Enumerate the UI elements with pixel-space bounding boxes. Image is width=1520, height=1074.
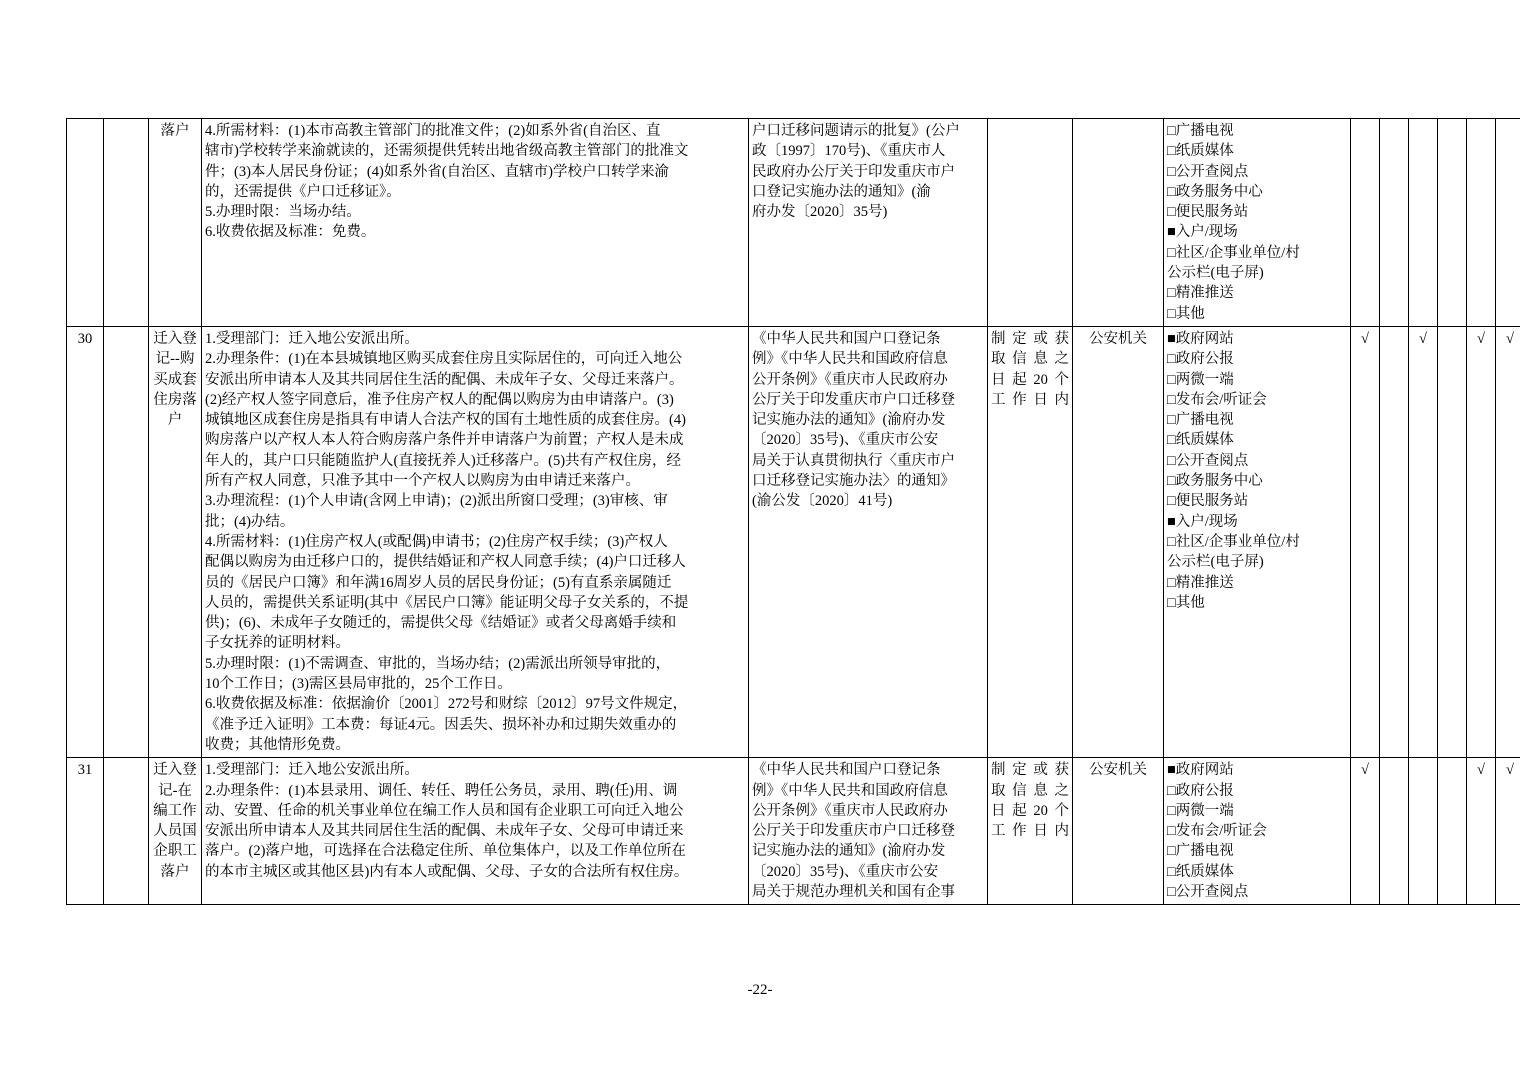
detail-line: 2.办理条件：(1)本县录用、调任、转任、聘任公务员，录用、聘(任)用、调 bbox=[205, 782, 678, 799]
channel-option: □公开查阅点 bbox=[1167, 452, 1249, 469]
detail-line: 动、安置、任命的机关事业单位在编工作人员和国有企业职工可向迁入地公 bbox=[205, 802, 684, 819]
channel-option: □两微一端 bbox=[1167, 371, 1234, 388]
time-line: 制定或获 bbox=[991, 762, 1069, 779]
detail-line: 批；(4)办结。 bbox=[205, 513, 295, 530]
legal-line: (渝公发〔2020〕41号) bbox=[752, 493, 893, 510]
legal-line: 户口迁移问题请示的批复》(公户 bbox=[752, 123, 960, 139]
row-channels-cell bbox=[1164, 758, 1351, 905]
legal-line: 局关于认真贯彻执行〈重庆市户 bbox=[752, 452, 955, 469]
detail-lines bbox=[205, 760, 745, 882]
row-organization-cell: 公安机关 bbox=[1073, 758, 1164, 905]
time-line: 工作日内 bbox=[991, 823, 1069, 840]
time-lines bbox=[991, 760, 1069, 841]
detail-line: 6.收费依据及标准：依据渝价〔2001〕272号和财综〔2012〕97号文件规定， bbox=[205, 696, 688, 713]
channel-option: □公开查阅点 bbox=[1167, 163, 1249, 180]
detail-line: 5.办理时限：(1)不需调查、审批的，当场办结；(2)需派出所领导审批的， bbox=[205, 655, 671, 672]
channel-option: ■入户/现场 bbox=[1167, 513, 1238, 530]
detail-line: 城镇地区成套住房是指具有申请人合法产权的国有土地性质的成套住房。(4) bbox=[205, 412, 686, 429]
channel-option: □公开查阅点 bbox=[1167, 883, 1249, 900]
row-organization-cell bbox=[1073, 119, 1164, 327]
table-row bbox=[67, 119, 1520, 327]
legal-line: 《中华人民共和国户口登记条 bbox=[752, 330, 941, 347]
detail-line: 《准予迁入证明》工本费：每证4元。因丢失、损坏补办和过期失效重办的 bbox=[205, 716, 677, 733]
legal-line: 记实施办法的通知》(渝府办发 bbox=[752, 412, 946, 429]
detail-line: 购房落户以产权人本人符合购房落户条件并申请落户为前置；产权人是未成 bbox=[205, 432, 684, 449]
row-detail-cell bbox=[202, 758, 749, 905]
legal-line: 口迁移登记实施办法〉的通知》 bbox=[752, 473, 955, 490]
channel-option: □政务服务中心 bbox=[1167, 183, 1263, 200]
row-check-3 bbox=[1409, 758, 1438, 905]
legal-line: 政〔1997〕170号)、《重庆市人 bbox=[752, 143, 946, 160]
legal-lines bbox=[752, 121, 984, 222]
channel-option: □发布会/听证会 bbox=[1167, 823, 1267, 840]
row-time-limit-cell bbox=[988, 119, 1073, 327]
detail-line: 年人的，其户口只能随监护人(直接抚养人)迁移落户。(5)共有产权住房，经 bbox=[205, 452, 682, 469]
row-legal-basis-cell bbox=[749, 758, 988, 905]
time-line: 制定或获 bbox=[991, 330, 1069, 347]
detail-line: 6.收费依据及标准：免费。 bbox=[205, 224, 376, 241]
legal-line: 〔2020〕35号)、《重庆市公安 bbox=[752, 863, 939, 880]
legal-lines bbox=[752, 329, 984, 512]
detail-line: 员的《居民户口簿》和年满16周岁人员的居民身份证；(5)有直系亲属随迁 bbox=[205, 574, 672, 591]
table-body bbox=[67, 119, 1520, 905]
time-line: 工作日内 bbox=[991, 391, 1069, 408]
detail-lines bbox=[205, 121, 745, 243]
detail-line: 3.办理流程：(1)个人申请(含网上申请)；(2)派出所窗口受理；(3)审核、审 bbox=[205, 493, 668, 510]
channel-option: □纸质媒体 bbox=[1167, 143, 1234, 160]
legal-line: 公厅关于印发重庆市户口迁移登 bbox=[752, 391, 955, 408]
channel-lines bbox=[1167, 760, 1347, 902]
detail-line: 2.办理条件：(1)在本县城镇地区购买成套住房且实际居住的，可向迁入地公 bbox=[205, 351, 683, 368]
detail-line: 所有产权人同意，只准予其中一个产权人以购房为由申请迁来落户。 bbox=[205, 473, 640, 490]
legal-line: 局关于规范办理机关和国有企事 bbox=[752, 883, 955, 900]
row-channels-cell bbox=[1164, 119, 1351, 327]
row-number-cell: 31 bbox=[67, 758, 104, 905]
legal-line: 民政府办公厅关于印发重庆市户 bbox=[752, 163, 955, 180]
row-legal-basis-cell bbox=[749, 326, 988, 757]
legal-line: 记实施办法的通知》(渝府办发 bbox=[752, 843, 946, 860]
channel-option: □广播电视 bbox=[1167, 843, 1234, 860]
row-number-cell bbox=[67, 119, 104, 327]
detail-line: 10个工作日；(3)需区县局审批的，25个工作日。 bbox=[205, 676, 512, 693]
detail-line: 的，还需提供《户口迁移证》。 bbox=[205, 183, 401, 200]
channel-option: □发布会/听证会 bbox=[1167, 391, 1267, 408]
page-number: -22- bbox=[747, 982, 773, 998]
detail-line: 1.受理部门：迁入地公安派出所。 bbox=[205, 330, 419, 347]
row-item-name-cell: 落户 bbox=[149, 119, 202, 327]
time-line: 日起20个 bbox=[991, 371, 1069, 388]
channel-option: □政府公报 bbox=[1167, 782, 1234, 799]
row-category-cell bbox=[104, 758, 149, 905]
time-line: 取信息之 bbox=[991, 782, 1069, 799]
row-check-5: √ bbox=[1467, 758, 1496, 905]
detail-line: 收费；其他情形免费。 bbox=[205, 736, 350, 753]
time-lines bbox=[991, 329, 1069, 410]
row-check-6: √ bbox=[1496, 326, 1520, 757]
channel-option: ■政府网站 bbox=[1167, 762, 1234, 779]
detail-line: (2)经产权人签字同意后，准予住房产权人的配偶以购房为由申请落户。(3) bbox=[205, 391, 674, 408]
channel-option: □纸质媒体 bbox=[1167, 432, 1234, 449]
detail-line: 件；(3)本人居民身份证；(4)如系外省(自治区、直辖市)学校户口转学来渝 bbox=[205, 163, 669, 180]
row-check-4 bbox=[1438, 326, 1467, 757]
legal-line: 《中华人民共和国户口登记条 bbox=[752, 762, 941, 779]
detail-line: 子女抚养的证明材料。 bbox=[205, 635, 350, 652]
row-check-5 bbox=[1467, 119, 1496, 327]
row-check-6 bbox=[1496, 119, 1520, 327]
channel-option-cont: 公示栏(电子屏) bbox=[1167, 554, 1264, 571]
channel-option: ■政府网站 bbox=[1167, 330, 1234, 347]
row-check-6: √ bbox=[1496, 758, 1520, 905]
row-time-limit-cell bbox=[988, 326, 1073, 757]
legal-lines bbox=[752, 760, 984, 902]
row-check-4 bbox=[1438, 119, 1467, 327]
channel-option: □其他 bbox=[1167, 594, 1205, 611]
detail-line: 4.所需材料：(1)本市高教主管部门的批准文件；(2)如系外省(自治区、直 bbox=[205, 123, 661, 139]
detail-lines bbox=[205, 329, 745, 755]
detail-line: 人员的，需提供关系证明(其中《居民户口簿》能证明父母子女关系的，不提 bbox=[205, 594, 689, 611]
time-line: 取信息之 bbox=[991, 351, 1069, 368]
channel-option: □精准推送 bbox=[1167, 285, 1234, 302]
row-check-1: √ bbox=[1351, 326, 1380, 757]
row-item-name-cell: 迁入登记--购买成套住房落户 bbox=[149, 326, 202, 757]
channel-option: □纸质媒体 bbox=[1167, 863, 1234, 880]
table-row bbox=[67, 326, 1520, 757]
table-row bbox=[67, 758, 1520, 905]
channel-option: □广播电视 bbox=[1167, 412, 1234, 429]
row-detail-cell bbox=[202, 119, 749, 327]
detail-line: 安派出所申请本人及其共同居住生活的配偶、未成年子女、父母迁来落户。 bbox=[205, 371, 684, 388]
channel-option: □社区/企事业单位/村 bbox=[1167, 533, 1300, 550]
detail-line: 4.所需材料：(1)住房产权人(或配偶)申请书；(2)住房产权手续；(3)产权人 bbox=[205, 533, 668, 550]
legal-line: 口登记实施办法的通知》(渝 bbox=[752, 183, 931, 200]
channel-lines bbox=[1167, 121, 1347, 324]
channel-option: □政务服务中心 bbox=[1167, 473, 1263, 490]
row-check-2 bbox=[1380, 326, 1409, 757]
channel-option: ■入户/现场 bbox=[1167, 224, 1238, 241]
channel-option: □两微一端 bbox=[1167, 802, 1234, 819]
row-check-3 bbox=[1409, 119, 1438, 327]
detail-line: 辖市)学校转学来渝就读的，还需须提供凭转出地省级高教主管部门的批准文 bbox=[205, 143, 689, 160]
row-category-cell bbox=[104, 119, 149, 327]
legal-line: 〔2020〕35号)、《重庆市公安 bbox=[752, 432, 939, 449]
detail-line: 配偶以购房为由迁移户口的，提供结婚证和产权人同意手续；(4)户口迁移人 bbox=[205, 554, 686, 571]
row-check-4 bbox=[1438, 758, 1467, 905]
legal-line: 公开条例》《重庆市人民政府办 bbox=[752, 371, 948, 388]
row-channels-cell bbox=[1164, 326, 1351, 757]
channel-option: □便民服务站 bbox=[1167, 493, 1249, 510]
channel-option: □其他 bbox=[1167, 305, 1205, 322]
row-check-5: √ bbox=[1467, 326, 1496, 757]
legal-line: 例》《中华人民共和国政府信息 bbox=[752, 351, 948, 368]
row-check-1 bbox=[1351, 119, 1380, 327]
row-number-cell: 30 bbox=[67, 326, 104, 757]
legal-line: 公开条例》《重庆市人民政府办 bbox=[752, 802, 948, 819]
row-check-1: √ bbox=[1351, 758, 1380, 905]
row-category-cell bbox=[104, 326, 149, 757]
row-item-name-cell: 迁入登记-在编工作人员国企职工落户 bbox=[149, 758, 202, 905]
channel-option: □便民服务站 bbox=[1167, 204, 1249, 221]
time-line: 日起20个 bbox=[991, 802, 1069, 819]
row-legal-basis-cell bbox=[749, 119, 988, 327]
legal-line: 公厅关于印发重庆市户口迁移登 bbox=[752, 823, 955, 840]
services-table bbox=[66, 118, 1520, 905]
legal-line: 例》《中华人民共和国政府信息 bbox=[752, 782, 948, 799]
legal-line: 府办发〔2020〕35号) bbox=[752, 204, 888, 221]
detail-line: 供)；(6)、未成年子女随迁的，需提供父母《结婚证》或者父母离婚手续和 bbox=[205, 615, 677, 632]
row-check-2 bbox=[1380, 119, 1409, 327]
detail-line: 安派出所申请本人及其共同居住生活的配偶、未成年子女、父母可申请迁来 bbox=[205, 823, 684, 840]
channel-option: □精准推送 bbox=[1167, 574, 1234, 591]
row-check-2 bbox=[1380, 758, 1409, 905]
detail-line: 落户。(2)落户地，可选择在合法稳定住所、单位集体户，以及工作单位所在 bbox=[205, 843, 686, 860]
row-detail-cell bbox=[202, 326, 749, 757]
channel-option: □广播电视 bbox=[1167, 123, 1234, 139]
row-time-limit-cell bbox=[988, 758, 1073, 905]
channel-option-cont: 公示栏(电子屏) bbox=[1167, 265, 1264, 282]
channel-option: □社区/企事业单位/村 bbox=[1167, 244, 1300, 261]
channel-lines bbox=[1167, 329, 1347, 613]
detail-line: 1.受理部门：迁入地公安派出所。 bbox=[205, 762, 419, 779]
row-check-3: √ bbox=[1409, 326, 1438, 757]
detail-line: 的本市主城区或其他区县)内有本人或配偶、父母、子女的合法所有权住房。 bbox=[205, 863, 689, 880]
row-organization-cell: 公安机关 bbox=[1073, 326, 1164, 757]
detail-line: 5.办理时限：当场办结。 bbox=[205, 204, 361, 221]
channel-option: □政府公报 bbox=[1167, 351, 1234, 368]
